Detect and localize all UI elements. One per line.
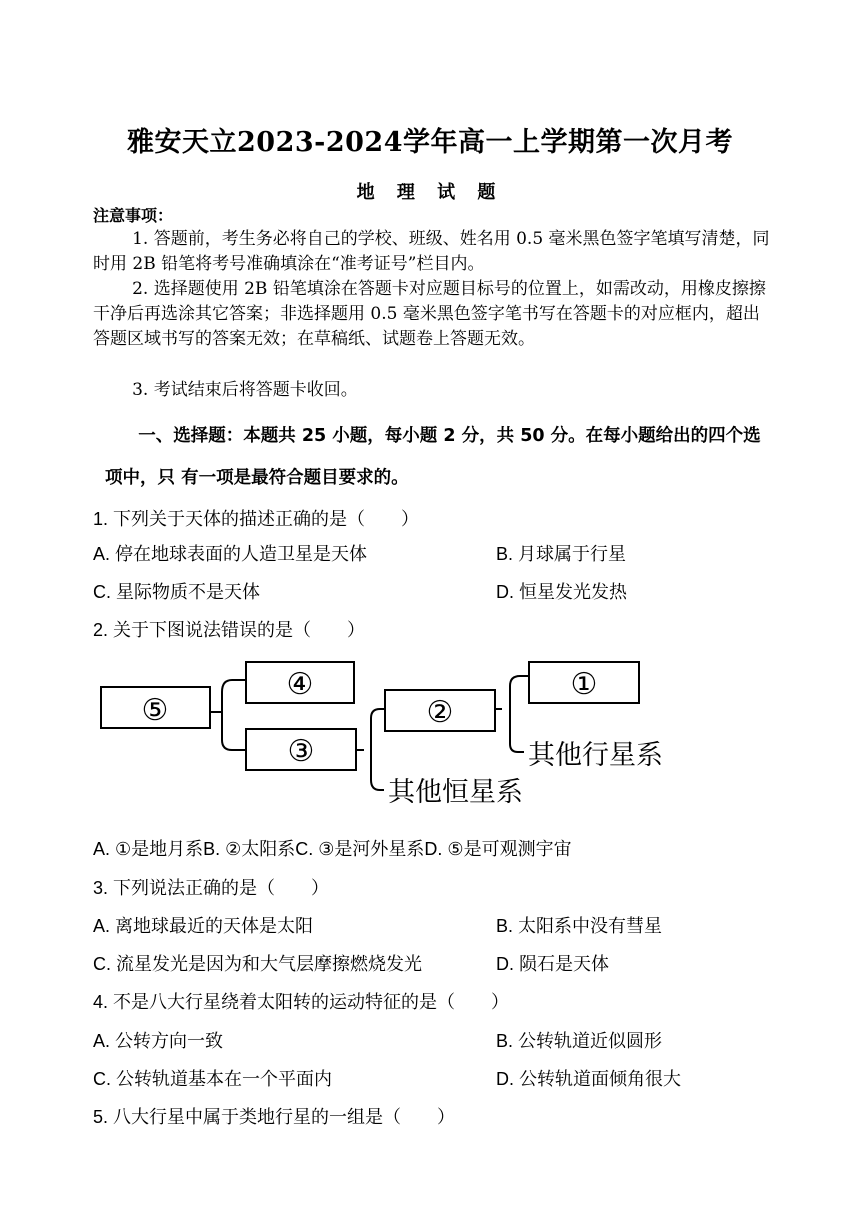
question-3-option-b: B. 太阳系中没有彗星 [496,916,663,936]
question-3-option-c: C. 流星发光是因为和大气层摩擦燃烧发光 [93,954,422,974]
question-1-option-b: B. 月球属于行星 [496,544,627,564]
question-2-stem: 2. 关于下图说法错误的是（ ） [93,620,366,640]
question-1-stem: 1. 下列关于天体的描述正确的是（ ） [93,509,420,529]
section-heading: 一、选择题：本题共 25 小题，每小题 2 分，共 50 分。在每小题给出的四个选项中，只 有一项是最符合题目要求的。 [105,426,761,488]
question-1-option-a: A. 停在地球表面的人造卫星是天体 [93,544,368,564]
box-5-label: ⑤ [141,693,169,728]
question-4-option-b: B. 公转轨道近似圆形 [496,1031,663,1051]
notice-item-2: 2. 选择题使用 2B 铅笔填涂在答题卡对应题目标号的位置上，如需改动，用橡皮擦擦干净后再选涂其它答案；非选择题用 0.5 毫米黑色签字笔书写在答题卡的对应框内，超出答题区域书写的答案无效；在草稿纸、试题卷上答题无效。 [93,279,766,349]
page-title: 雅安天立2023-2024学年高一上学期第一次月考 [127,127,733,158]
question-3-stem: 3. 下列说法正确的是（ ） [93,878,330,898]
question-4-stem: 4. 不是八大行星绕着太阳转的运动特征的是（ ） [93,992,510,1012]
question-1-option-c: C. 星际物质不是天体 [93,582,261,602]
notice-heading: 注意事项： [93,206,174,225]
question-5-stem: 5. 八大行星中属于类地行星的一组是（ ） [93,1107,456,1127]
box-3-label: ③ [287,734,315,769]
page-subtitle: 地 理 试 题 [356,182,504,203]
connector-3 [356,709,385,790]
other-star-systems-label: 其他恒星系 [388,777,523,808]
question-2-options: A. ①是地月系B. ②太阳系C. ③是河外星系D. ⑤是可观测宇宙 [93,839,572,859]
other-planetary-systems-label: 其他行星系 [528,740,663,771]
question-4-option-c: C. 公转轨道基本在一个平面内 [93,1069,332,1089]
cosmos-hierarchy-diagram [92,652,682,812]
box-1-label: ① [570,667,598,702]
box-4-label: ④ [286,667,314,702]
question-4-option-a: A. 公转方向一致 [93,1031,224,1051]
notice-item-1: 1. 答题前，考生务必将自己的学校、班级、姓名用 0.5 毫米黑色签字笔填写清楚，同时用 2B 铅笔将考号准确填涂在“准考证号”栏目内。 [93,229,770,274]
connector-5 [210,680,246,750]
notice-item-3: 3. 考试结束后将答题卡收回。 [132,380,358,400]
box-2-label: ② [426,695,454,730]
question-4-option-d: D. 公转轨道面倾角很大 [496,1069,682,1089]
connector-2 [495,676,529,752]
question-3-option-d: D. 陨石是天体 [496,954,610,974]
question-1-option-d: D. 恒星发光发热 [496,582,628,602]
question-3-option-a: A. 离地球最近的天体是太阳 [93,916,314,936]
